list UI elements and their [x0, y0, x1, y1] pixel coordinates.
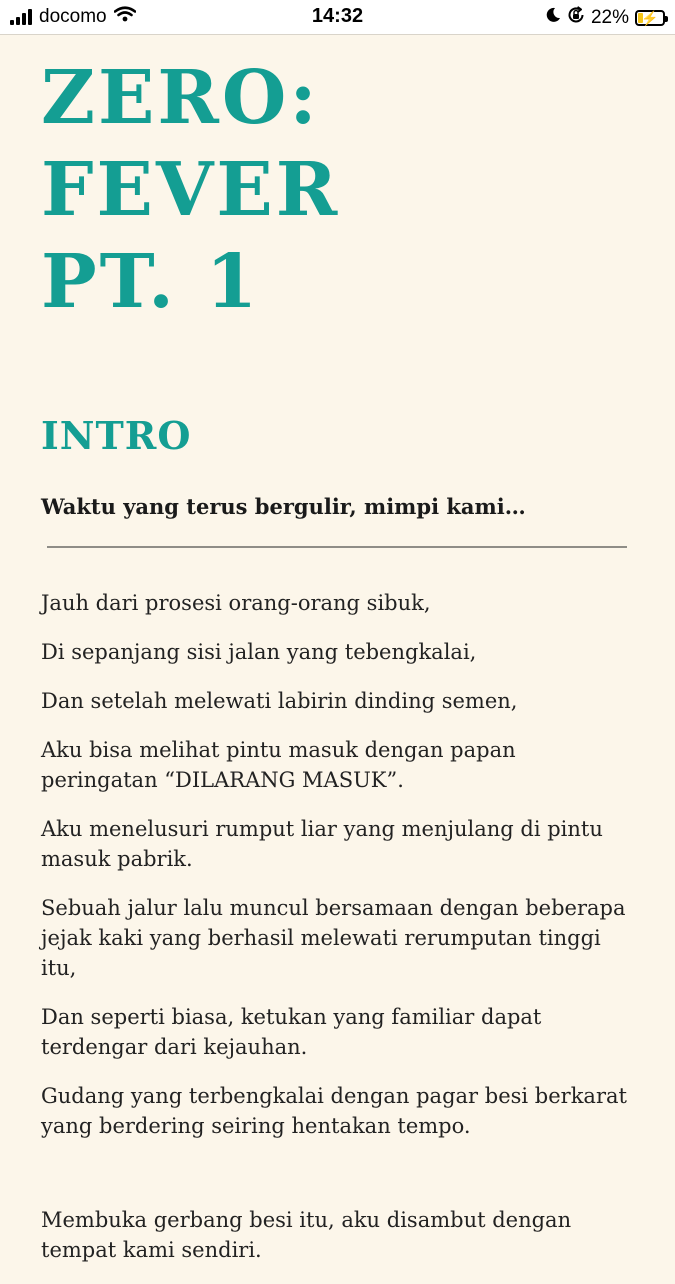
clock: 14:32	[311, 5, 364, 27]
status-bar	[0, 0, 675, 35]
rotation-lock-icon	[567, 6, 585, 30]
title-line-2: PT. 1	[41, 239, 261, 325]
article	[41, 52, 631, 1284]
charging-bolt-icon: ⚡	[641, 10, 659, 26]
lyric-line: Aku menelusuri rumput liar yang menjulang di pintu masuk pabrik.	[41, 817, 603, 871]
section-heading: INTRO	[41, 413, 192, 458]
lyric-line: Sebuah jalur lalu muncul bersamaan dengan beberapa jejak kaki yang berhasil melewati rerumputan tinggi itu,	[41, 896, 626, 980]
divider	[47, 546, 627, 548]
section-subtitle: Waktu yang terus bergulir, mimpi kami…	[41, 494, 526, 519]
carrier-label: docomo	[39, 6, 107, 27]
lyric-line: Aku bisa melihat pintu masuk dengan papan peringatan “DILARANG MASUK”.	[41, 738, 516, 792]
title-line-1: ZERO: FEVER	[41, 55, 341, 233]
lyric-line: Dan seperti biasa, ketukan yang familiar dapat terdengar dari kejauhan.	[41, 1005, 542, 1059]
lyric-line: Jauh dari prosesi orang-orang sibuk,	[41, 591, 431, 615]
lyric-line: Membuka gerbang besi itu, aku disambut dengan tempat kami sendiri.	[41, 1208, 572, 1262]
moon-icon	[545, 7, 561, 29]
lyrics-body	[41, 588, 631, 1265]
status-right	[545, 6, 665, 30]
battery-percent: 22%	[590, 7, 629, 28]
battery-icon	[635, 10, 665, 26]
page-title	[41, 52, 631, 328]
lyric-line: Dan setelah melewati labirin dinding semen,	[41, 689, 518, 713]
lyric-line: Di sepanjang sisi jalan yang tebengkalai,	[41, 640, 477, 664]
lyric-line: Gudang yang terbengkalai dengan pagar besi berkarat yang berdering seiring hentakan tempo.	[41, 1084, 627, 1138]
